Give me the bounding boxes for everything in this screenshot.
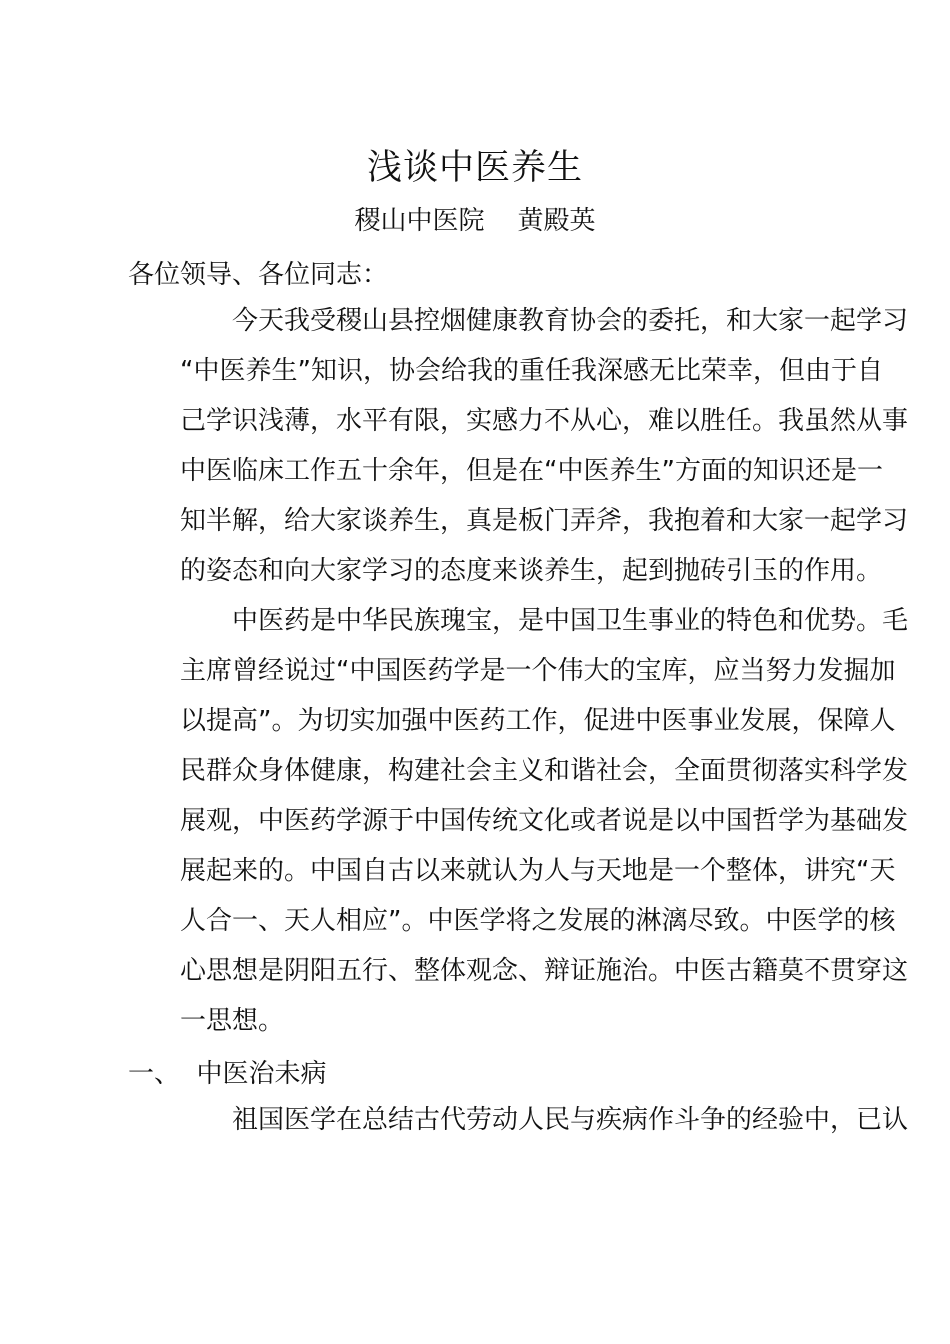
paragraph-line: 民群众身体健康，构建社会主义和谐社会，全面贯彻落实科学发 (180, 756, 909, 786)
paragraph-line: 知半解，给大家谈养生，真是板门弄斧，我抱着和大家一起学习 (180, 506, 909, 536)
paragraph-line: 展起来的。中国自古以来就认为人与天地是一个整体，讲究“天 (180, 856, 896, 886)
paragraph-line: 主席曾经说过“中国医药学是一个伟大的宝库，应当努力发掘加 (180, 656, 896, 686)
paragraph-line: 一思想。 (180, 1006, 285, 1036)
paragraph-line: 己学识浅薄，水平有限，实感力不从心，难以胜任。我虽然从事 (180, 406, 909, 436)
paragraph-line: “中医养生”知识，协会给我的重任我深感无比荣幸，但由于自 (180, 356, 883, 386)
paragraph-line: 中医药是中华民族瑰宝，是中国卫生事业的特色和优势。毛 (232, 606, 909, 636)
paragraph-line: 人合一、天人相应”。中医学将之发展的淋漓尽致。中医学的核 (180, 906, 896, 936)
paragraph-line: 中医临床工作五十余年，但是在“中医养生”方面的知识还是一 (180, 456, 883, 486)
paragraph-line: 今天我受稷山县控烟健康教育协会的委托，和大家一起学习 (232, 306, 909, 336)
paragraph-2 (128, 596, 909, 1046)
paragraph-line: 展观，中医药学源于中国传统文化或者说是以中国哲学为基础发 (180, 806, 909, 836)
paragraph-line: 心思想是阴阳五行、整体观念、辩证施治。中医古籍莫不贯穿这 (180, 956, 909, 986)
author-line: 稷山中医院 黄殿英 (354, 206, 596, 236)
paragraph-line: 的姿态和向大家学习的态度来谈养生，起到抛砖引玉的作用。 (180, 556, 883, 586)
paragraph-3 (128, 1095, 909, 1145)
document-title: 浅谈中医养生 (366, 148, 583, 188)
salutation: 各位领导、各位同志： (128, 260, 389, 290)
paragraph-1 (128, 296, 909, 596)
section-heading-1: 一、 中医治未病 (128, 1059, 327, 1089)
paragraph-line: 祖国医学在总结古代劳动人民与疾病作斗争的经验中，已认 (232, 1105, 909, 1135)
paragraph-line: 以提高”。为切实加强中医药工作，促进中医事业发展，保障人 (180, 706, 896, 736)
